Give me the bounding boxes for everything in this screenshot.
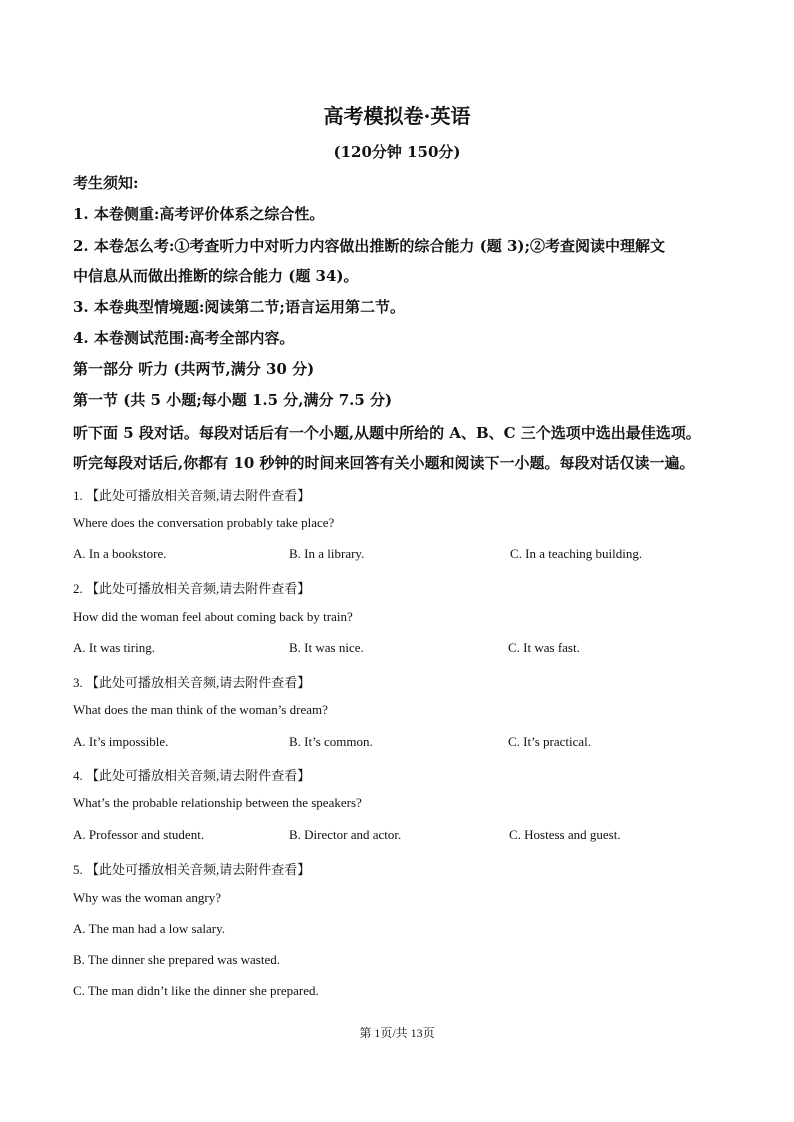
instruction-line: 听下面 5 段对话。每段对话后有一个小题,从题中所给的 A、B、C 三个选项中选出最佳选项。 [73, 424, 701, 442]
notice-item: 3. 本卷典型情境题:阅读第二节;语言运用第二节。 [73, 298, 405, 316]
audio-placeholder: 3. 【此处可播放相关音频,请去附件查看】 [73, 675, 311, 690]
option-c: C. The man didn’t like the dinner she prepared. [73, 983, 319, 998]
section-heading: 第一节 (共 5 小题;每小题 1.5 分,满分 7.5 分) [73, 391, 393, 409]
page-number: 第 1页/共 13页 [359, 1026, 435, 1040]
part-heading: 第一部分 听力 (共两节,满分 30 分) [73, 360, 315, 378]
option-b: B. The dinner she prepared was wasted. [73, 952, 280, 967]
option-c: C. It’s practical. [508, 734, 592, 749]
notice-heading: 考生须知: [73, 174, 139, 192]
option-a: A. Professor and student. [73, 827, 205, 842]
notice-item: 4. 本卷测试范围:高考全部内容。 [73, 329, 295, 347]
option-a: A. The man had a low salary. [73, 921, 225, 936]
option-b: B. It was nice. [289, 640, 364, 655]
audio-placeholder: 2. 【此处可播放相关音频,请去附件查看】 [73, 581, 311, 596]
option-b: B. In a library. [289, 546, 365, 561]
option-c: C. It was fast. [508, 640, 580, 655]
question-stem: Why was the woman angry? [73, 890, 222, 905]
question-stem: What does the man think of the woman’s dream? [73, 702, 328, 717]
option-c: C. Hostess and guest. [509, 827, 621, 842]
option-c: C. In a teaching building. [510, 546, 643, 561]
question-stem: Where does the conversation probably take place? [73, 515, 335, 530]
option-b: B. It’s common. [289, 734, 373, 749]
question-stem: What’s the probable relationship between the speakers? [73, 795, 362, 810]
notice-item: 2. 本卷怎么考:①考查听力中对听力内容做出推断的综合能力 (题 3);②考查阅读中理解文 [73, 237, 666, 255]
question-stem: How did the woman feel about coming back by train? [73, 609, 353, 624]
audio-placeholder: 4. 【此处可播放相关音频,请去附件查看】 [73, 768, 311, 783]
option-a: A. It was tiring. [73, 640, 155, 655]
audio-placeholder: 5. 【此处可播放相关音频,请去附件查看】 [73, 862, 311, 877]
option-a: A. It’s impossible. [73, 734, 169, 749]
instruction-line: 听完每段对话后,你都有 10 秒钟的时间来回答有关小题和阅读下一小题。每段对话仅读一遍。 [73, 454, 695, 472]
exam-duration-score: (120分钟 150分) [333, 143, 461, 161]
option-b: B. Director and actor. [289, 827, 402, 842]
audio-placeholder: 1. 【此处可播放相关音频,请去附件查看】 [73, 488, 311, 503]
notice-item: 1. 本卷侧重:高考评价体系之综合性。 [73, 205, 325, 223]
page-title: 高考模拟卷·英语 [323, 104, 471, 128]
option-a: A. In a bookstore. [73, 546, 167, 561]
notice-item: 中信息从而做出推断的综合能力 (题 34)。 [73, 267, 359, 285]
